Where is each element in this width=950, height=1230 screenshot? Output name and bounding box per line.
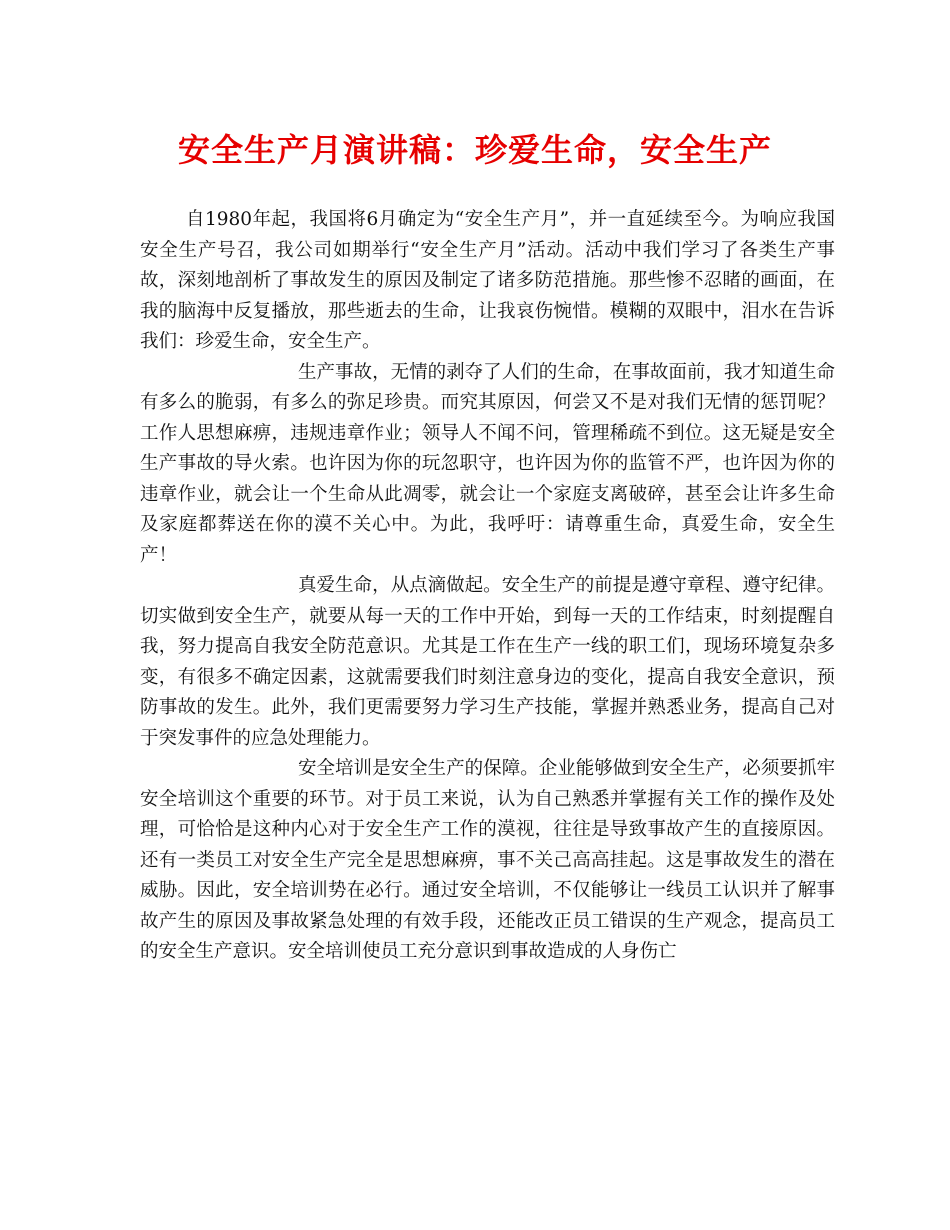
document-title: 安全生产月演讲稿：珍爱生命，安全生产 (177, 131, 772, 169)
paragraph-cherish-life: 真爱生命，从点滴做起。安全生产的前提是遵守章程、遵守纪律。切实做到安全生产，就要从每一天的工作中开始，到每一天的工作结束，时刻提醒自我，努力提高自我安全防范意识。尤其是工作在生产一线的职工们，现场环境复杂多变，有很多不确定因素，这就需要我们时刻注意身边的变化，提高自我安全意识，预防事故的发生。此外，我们更需要努力学习生产技能，掌握并熟悉业务，提高自己对于突发事件的应急处理能力。 (140, 575, 835, 749)
paragraph-intro: 自1980年起，我国将6月确定为“安全生产月”，并一直延续至今。为响应我国安全生产号召，我公司如期举行“安全生产月”活动。活动中我们学习了各类生产事故，深刻地剖析了事故发生的原因及制定了诸多防范措施。那些惨不忍睹的画面，在我的脑海中反复播放，那些逝去的生命，让我哀伤惋惜。模糊的双眼中，泪水在告诉我们：珍爱生命，安全生产。 (140, 209, 835, 352)
document-body (140, 205, 835, 968)
paragraph-safety-training: 安全培训是安全生产的保障。企业能够做到安全生产，必须要抓牢安全培训这个重要的环节。对于员工来说，认为自己熟悉并掌握有关工作的操作及处理，可恰恰是这种内心对于安全生产工作的漠视，往往是导致事故产生的直接原因。还有一类员工对安全生产完全是思想麻痹，事不关己高高挂起。这是事故发生的潜在威胁。因此，安全培训势在必行。通过安全培训，不仅能够让一线员工认识并了解事故产生的原因及事故紧急处理的有效手段，还能改正员工错误的生产观念，提高员工的安全生产意识。安全培训使员工充分意识到事故造成的人身伤亡 (140, 758, 835, 962)
paragraph-accidents: 生产事故，无情的剥夺了人们的生命，在事故面前，我才知道生命有多么的脆弱，有多么的弥足珍贵。而究其原因，何尝又不是对我们无情的惩罚呢？工作人思想麻痹，违规违章作业；领导人不闻不问，管理稀疏不到位。这无疑是安全生产事故的导火索。也许因为你的玩忽职守，也许因为你的监管不严，也许因为你的违章作业，就会让一个生命从此凋零，就会让一个家庭支离破碎，甚至会让许多生命及家庭都葬送在你的漠不关心中。为此，我呼吁：请尊重生命，真爱生命，安全生产！ (140, 361, 835, 566)
